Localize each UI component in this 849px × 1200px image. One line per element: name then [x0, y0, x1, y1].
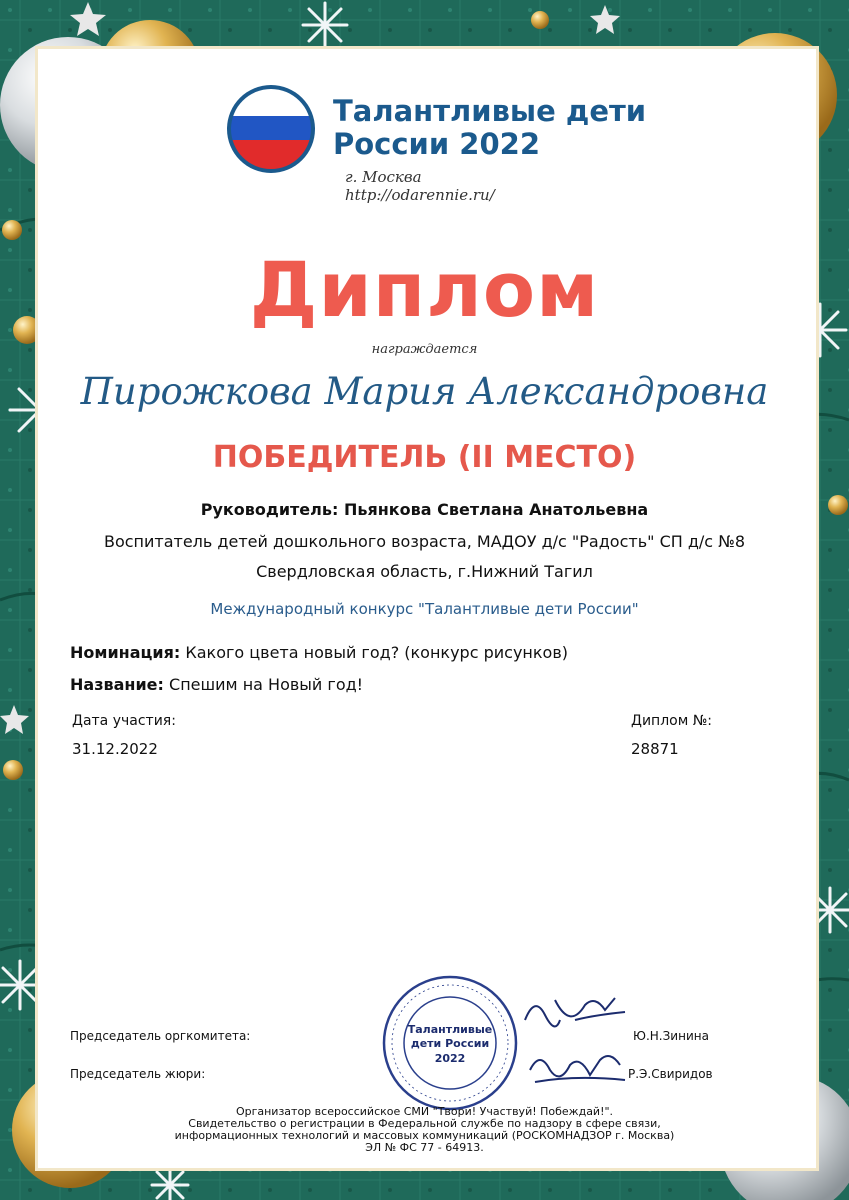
stamp-line2: дети России [410, 1037, 490, 1050]
diploma-title: Диплом [249, 245, 600, 334]
chair-jury-name: Р.Э.Свиридов [628, 1067, 713, 1081]
footer-line4: ЭЛ № ФС 77 - 64913. [365, 1141, 484, 1154]
date-label: Дата участия: [72, 713, 176, 729]
brand-title-line2: России 2022 [333, 127, 541, 161]
recipient-name: Пирожкова Мария Александровна [80, 370, 769, 413]
footer-line1: Организатор всероссийское СМИ "Твори! Участвуй! Побеждай!". [235, 1105, 614, 1118]
organizer-footer [0, 1106, 849, 1154]
supervisor: Руководитель: Пьянкова Светлана Анатольевна [200, 500, 649, 519]
diploma-number-value: 28871 [631, 740, 679, 758]
award-place: ПОБЕДИТЕЛЬ (II МЕСТО) [212, 440, 637, 475]
russia-flag-logo-icon [221, 84, 321, 174]
brand-title [333, 95, 646, 161]
contest-name: Международный конкурс "Талантливые дети России" [210, 600, 639, 618]
supervisor-location: Свердловская область, г.Нижний Тагил [256, 562, 593, 581]
brand-city: г. Москва [345, 168, 422, 186]
supervisor-position: Воспитатель детей дошкольного возраста, МАДОУ д/с "Радость" СП д/с №8 [103, 532, 746, 551]
official-stamp [380, 973, 520, 1113]
diploma-number-label: Диплом №: [631, 713, 712, 729]
signatures-drawing [515, 990, 635, 1095]
nomination-value: Какого цвета новый год? (конкурс рисунков) [185, 643, 568, 662]
work-row [70, 675, 363, 694]
brand-title-line1: Талантливые дети [333, 94, 647, 128]
chair-org-name: Ю.Н.Зинина [633, 1029, 709, 1043]
chair-org-label: Председатель оргкомитета: [70, 1029, 251, 1043]
stamp-line1: Талантливые [407, 1023, 493, 1036]
chair-jury-label: Председатель жюри: [70, 1067, 206, 1081]
stamp-line3: 2022 [434, 1052, 466, 1065]
nomination-label: Номинация: [70, 643, 181, 662]
work-label: Название: [70, 675, 164, 694]
footer-line3: информационных технологий и массовых коммуникаций (РОСКОМНАДЗОР г. Москва) [174, 1129, 675, 1142]
awarded-label: награждается [371, 342, 478, 357]
date-value: 31.12.2022 [72, 740, 158, 758]
brand-url: http://odarennie.ru/ [345, 186, 495, 204]
footer-line2: Свидетельство о регистрации в Федеральной службе по надзору в сфере связи, [188, 1117, 661, 1130]
nomination-row [70, 643, 568, 662]
work-value: Спешим на Новый год! [169, 675, 364, 694]
